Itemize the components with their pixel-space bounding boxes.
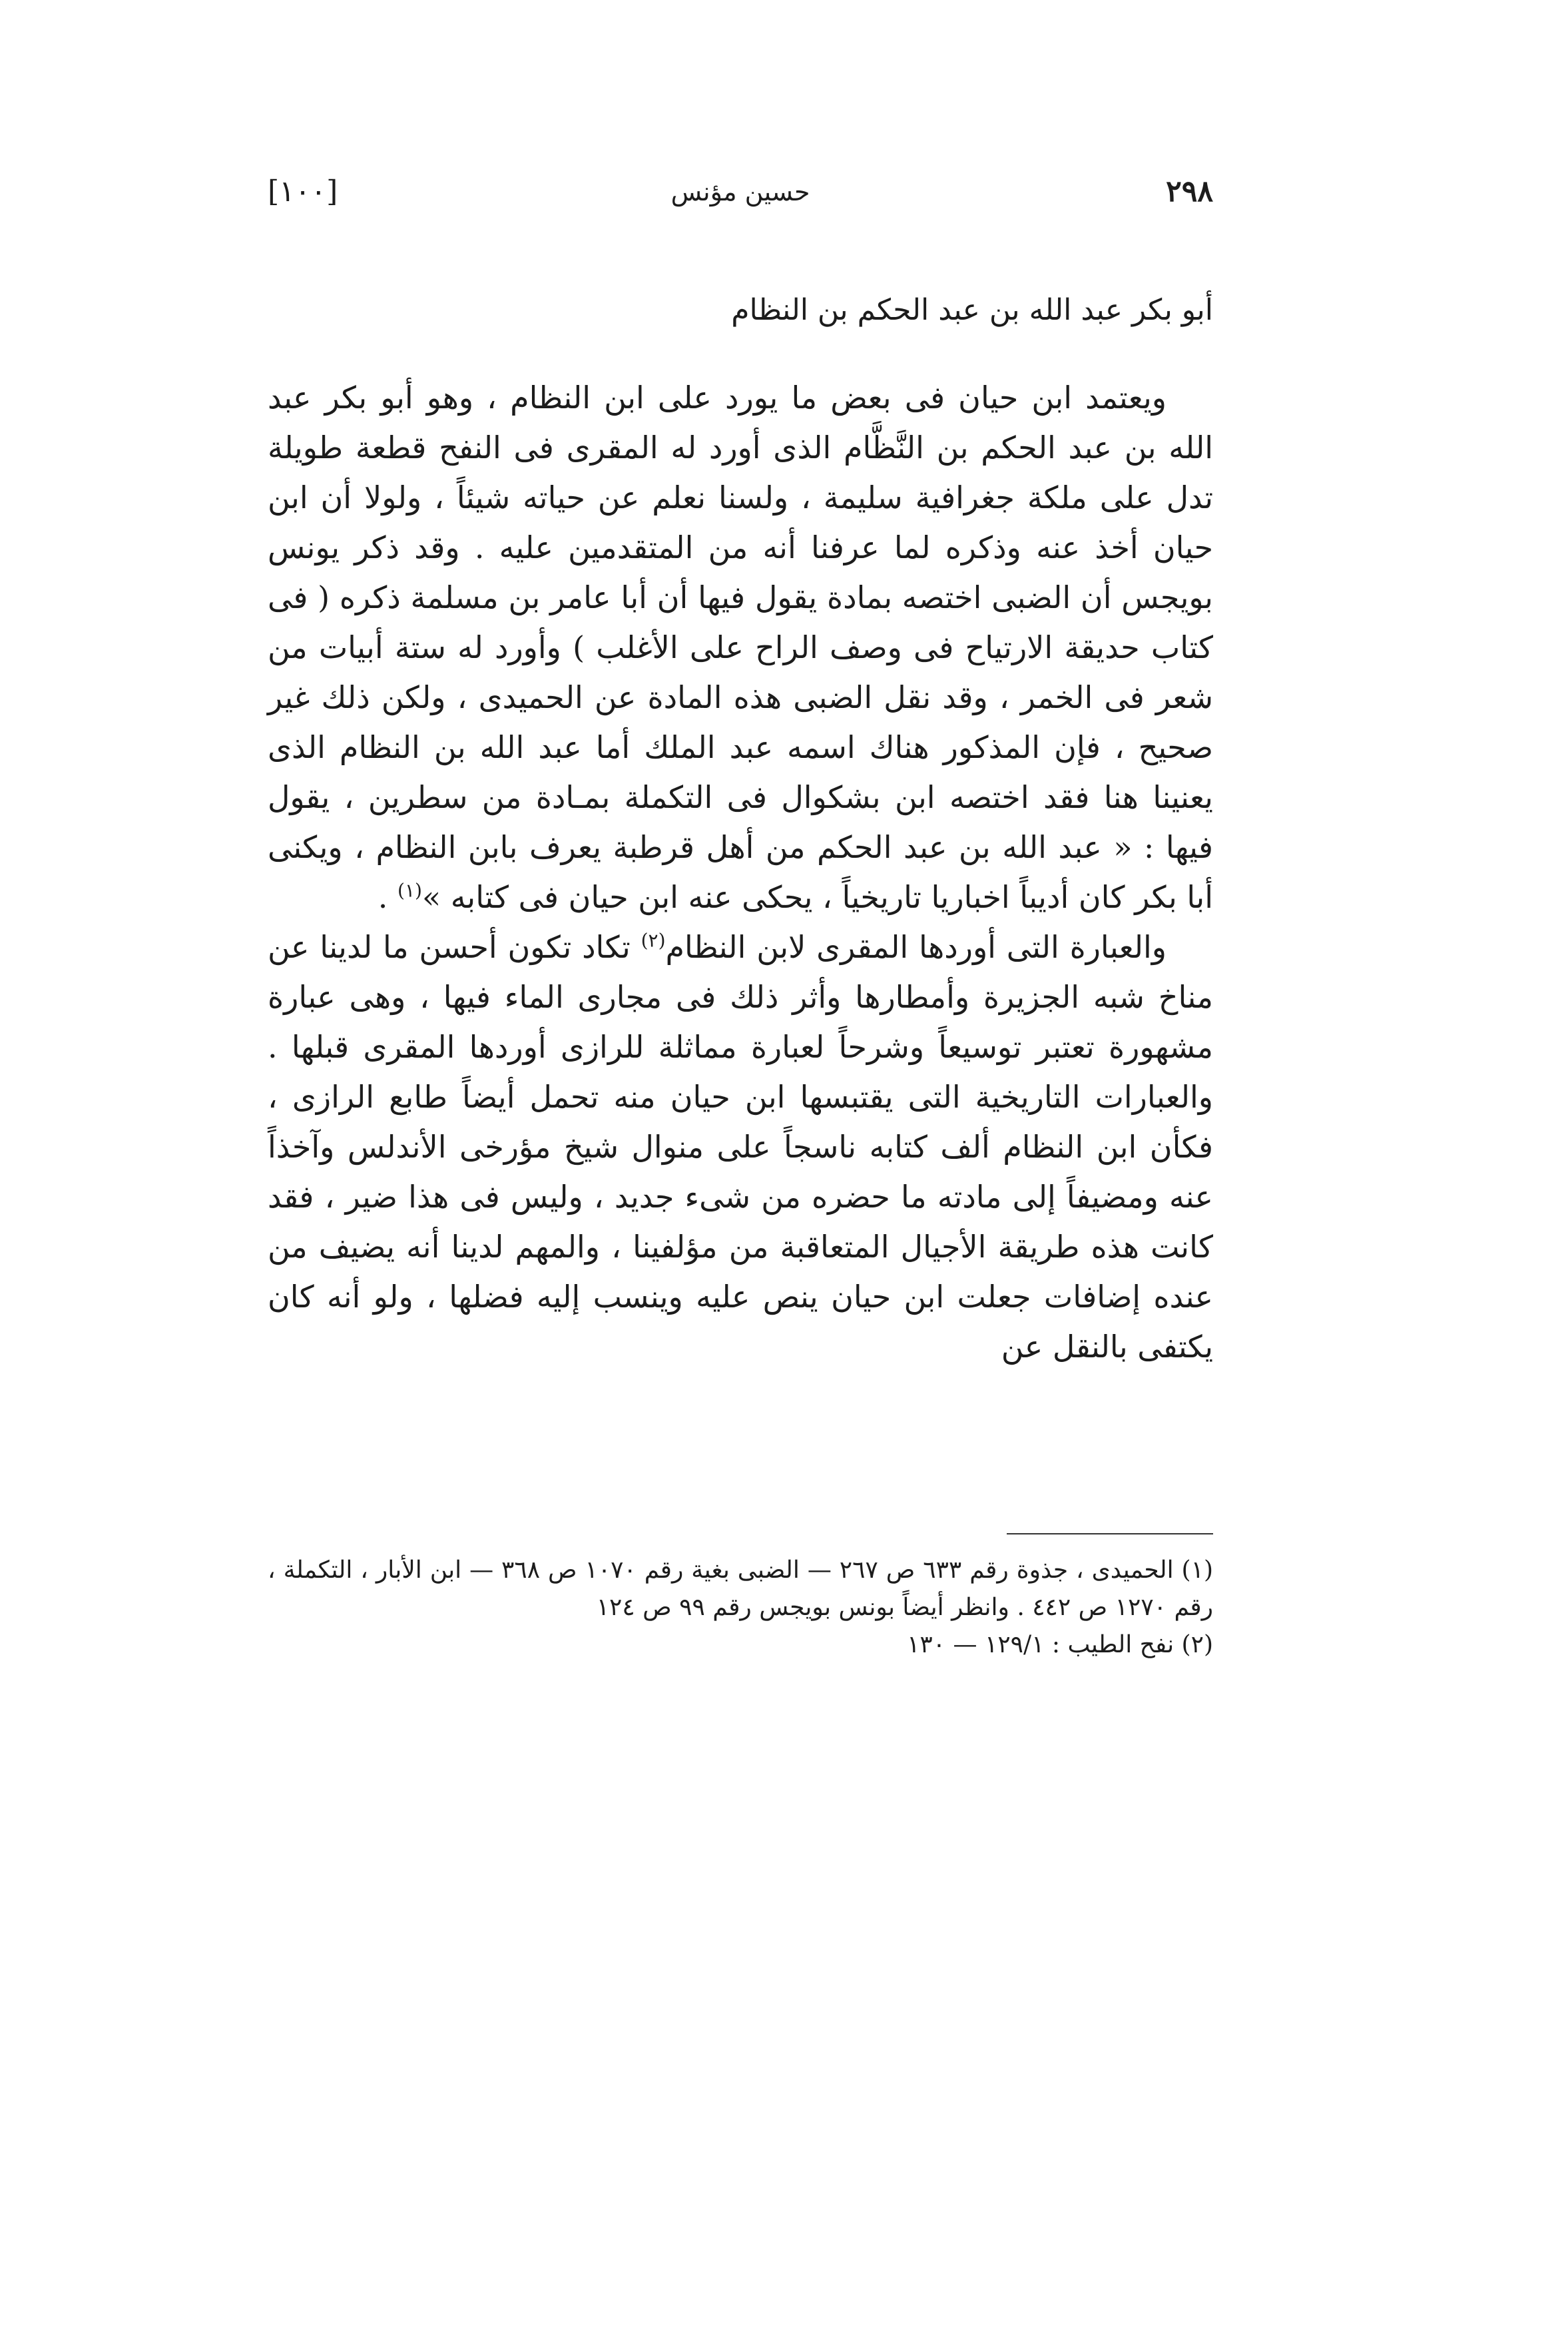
- page-header: [268, 174, 1213, 228]
- section-title: أبو بكر عبد الله بن عبد الحكم بن النظام: [731, 293, 1213, 327]
- chapter-number: [١٠٠]: [268, 174, 338, 208]
- body-text: [268, 373, 1213, 1372]
- page-number: ٢٩٨: [1166, 174, 1213, 208]
- paragraph-text: والعبارة التى أوردها المقرى لابن النظام: [665, 929, 1167, 965]
- paragraph: [268, 373, 1213, 922]
- footnote-2: (٢) نفح الطيب : ١٢٩/١ — ١٣٠: [907, 1631, 1213, 1658]
- footnotes: [268, 1552, 1213, 1664]
- footnote-ref: (١): [397, 879, 422, 902]
- paragraph: [268, 922, 1213, 1372]
- paragraph-tail: .: [378, 879, 398, 915]
- footnote-ref: (٢): [641, 929, 666, 952]
- footnote-1: (١) الحميدى ، جذوة رقم ٦٣٣ ص ٢٦٧ — الضبى بغية رقم ١٠٧٠ ص ٣٦٨ — ابن الأبار ، التكملة ، رقم ١٢٧٠ ص ٤٤٢ . وانظر أيضاً بونس بويجس رقم ٩٩ ص ١٢٤: [268, 1556, 1213, 1621]
- paragraph-text: ويعتمد ابن حيان فى بعض ما يورد على ابن النظام ، وهو أبو بكر عبد الله بن عبد الحكم بن النَّظَّام الذى أورد له المقرى فى النفح قطعة طويلة تدل على ملكة جغرافية سليمة ، ولسنا نعلم عن حياته شيئاً ، ولولا أن ابن حيان أخذ عنه وذكره لما عرفنا أنه من المتقدمين عليه . وقد ذكر يونس بويجس أن الضبى اختصه بمادة يقول فيها أن أبا عامر بن مسلمة ذكره ( فى كتاب حديقة الارتياح فى وصف الراح على الأغلب ) وأورد له ستة أبيات من شعر فى الخمر ، وقد نقل الضبى هذه المادة عن الحميدى ، ولكن ذلك غير صحيح ، فإن المذكور هناك اسمه عبد الملك أما عبد الله بن النظام الذى يعنينا هنا فقد اختصه ابن بشكوال فى التكملة بمـادة من سطرين ، يقول فيها : « عبد الله بن عبد الحكم من أهل قرطبة يعرف بابن النظام ، ويكنى أبا بكر كان أديباً اخباريا تاريخياً ، يحكى عنه ابن حيان فى كتابه »: [268, 380, 1214, 915]
- running-head-author: حسين مؤنس: [670, 177, 810, 206]
- footnote-divider: [1007, 1533, 1213, 1534]
- paragraph-tail: تكاد تكون أحسن ما لدينا عن مناخ شبه الجزيرة وأمطارها وأثر ذلك فى مجارى الماء فيها ، وهى عبارة مشهورة تعتبر توسيعاً وشرحاً لعبارة مماثلة للرازى أوردها المقرى قبلها . والعبارات التاريخية التى يقتبسها ابن حيان منه تحمل أيضاً طابع الرازى ، فكأن ابن النظام ألف كتابه ناسجاً على منوال شيخ مؤرخى الأندلس وآخذاً عنه ومضيفاً إلى مادته ما حضره من شىء جديد ، وليس فى هذا ضير ، فقد كانت هذه طريقة الأجيال المتعاقبة من مؤلفينا ، والمهم لدينا أنه يضيف من عنده إضافات جعلت ابن حيان ينص عليه وينسب إليه فضلها ، ولو أنه كان يكتفى بالنقل عن: [268, 929, 1213, 1365]
